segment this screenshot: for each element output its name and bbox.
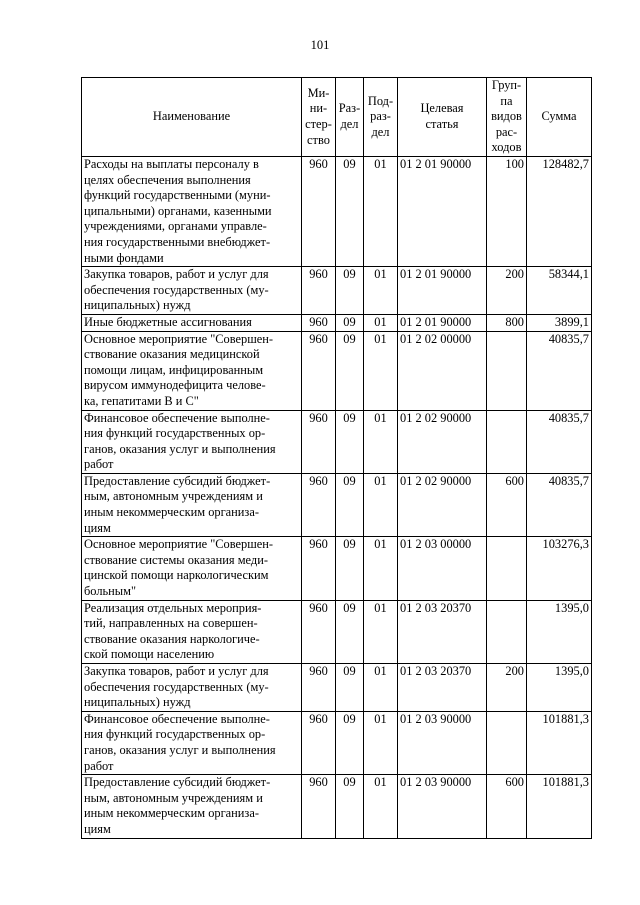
header-ministry: Ми- ни- стер- ство <box>302 78 336 157</box>
cell-section: 09 <box>336 410 364 473</box>
cell-name: Финансовое обеспечение выполне- ния функций государственных ор- ганов, оказания услуг и выполнения работ <box>82 711 302 774</box>
cell-name: Предоставление субсидий бюджет- ным, автономным учреждениям и иным некоммерческим организа- циям <box>82 473 302 536</box>
cell-name: Закупка товаров, работ и услуг для обеспечения государственных (му- ниципальных) нужд <box>82 664 302 712</box>
cell-ministry: 960 <box>302 775 336 838</box>
cell-amount: 101881,3 <box>527 775 592 838</box>
table-row <box>82 600 592 663</box>
cell-target: 01 2 02 00000 <box>398 331 487 410</box>
cell-name: Закупка товаров, работ и услуг для обеспечения государственных (му- ниципальных) нужд <box>82 267 302 315</box>
table-row <box>82 711 592 774</box>
cell-name: Реализация отдельных мероприя- тий, направленных на совершен- ствование оказания наркологиче- ской помощи населению <box>82 600 302 663</box>
cell-amount: 1395,0 <box>527 600 592 663</box>
cell-target: 01 2 03 90000 <box>398 711 487 774</box>
cell-ministry: 960 <box>302 314 336 331</box>
cell-ministry: 960 <box>302 711 336 774</box>
cell-expense-group <box>487 537 527 600</box>
cell-expense-group: 100 <box>487 157 527 267</box>
header-section: Раз- дел <box>336 78 364 157</box>
cell-expense-group: 800 <box>487 314 527 331</box>
cell-subsection: 01 <box>364 537 398 600</box>
cell-target: 01 2 01 90000 <box>398 314 487 331</box>
table-row <box>82 775 592 838</box>
cell-amount: 103276,3 <box>527 537 592 600</box>
cell-target: 01 2 03 20370 <box>398 600 487 663</box>
cell-expense-group <box>487 600 527 663</box>
cell-target: 01 2 02 90000 <box>398 410 487 473</box>
cell-name: Иные бюджетные ассигнования <box>82 314 302 331</box>
cell-section: 09 <box>336 600 364 663</box>
cell-ministry: 960 <box>302 267 336 315</box>
cell-expense-group <box>487 410 527 473</box>
table-row <box>82 664 592 712</box>
table-row <box>82 410 592 473</box>
cell-subsection: 01 <box>364 267 398 315</box>
cell-ministry: 960 <box>302 600 336 663</box>
cell-section: 09 <box>336 473 364 536</box>
header-name: Наименование <box>82 78 302 157</box>
cell-target: 01 2 03 90000 <box>398 775 487 838</box>
cell-section: 09 <box>336 664 364 712</box>
table-row <box>82 473 592 536</box>
cell-name: Финансовое обеспечение выполне- ния функций государственных ор- ганов, оказания услуг и выполнения работ <box>82 410 302 473</box>
cell-amount: 128482,7 <box>527 157 592 267</box>
cell-name: Основное мероприятие "Совершен- ствование системы оказания меди- цинской помощи наркологическим больным" <box>82 537 302 600</box>
header-subsection: Под- раз- дел <box>364 78 398 157</box>
cell-amount: 58344,1 <box>527 267 592 315</box>
cell-name: Основное мероприятие "Совершен- ствование оказания медицинской помощи лицам, инфицированным вирусом иммунодефицита челове- ка, гепатитами В и С" <box>82 331 302 410</box>
cell-subsection: 01 <box>364 157 398 267</box>
cell-target: 01 2 01 90000 <box>398 157 487 267</box>
cell-expense-group: 200 <box>487 664 527 712</box>
table-row <box>82 157 592 267</box>
cell-subsection: 01 <box>364 473 398 536</box>
cell-ministry: 960 <box>302 473 336 536</box>
table-row <box>82 331 592 410</box>
cell-amount: 40835,7 <box>527 473 592 536</box>
cell-target: 01 2 02 90000 <box>398 473 487 536</box>
cell-subsection: 01 <box>364 331 398 410</box>
cell-amount: 40835,7 <box>527 410 592 473</box>
cell-section: 09 <box>336 267 364 315</box>
cell-target: 01 2 01 90000 <box>398 267 487 315</box>
cell-target: 01 2 03 00000 <box>398 537 487 600</box>
header-expense-group: Груп- па видов рас- ходов <box>487 78 527 157</box>
cell-ministry: 960 <box>302 664 336 712</box>
cell-subsection: 01 <box>364 664 398 712</box>
table-row <box>82 267 592 315</box>
header-amount: Сумма <box>527 78 592 157</box>
cell-expense-group: 600 <box>487 775 527 838</box>
cell-amount: 3899,1 <box>527 314 592 331</box>
cell-section: 09 <box>336 775 364 838</box>
header-target: Целевая статья <box>398 78 487 157</box>
cell-amount: 40835,7 <box>527 331 592 410</box>
cell-target: 01 2 03 20370 <box>398 664 487 712</box>
cell-subsection: 01 <box>364 775 398 838</box>
cell-section: 09 <box>336 157 364 267</box>
cell-subsection: 01 <box>364 711 398 774</box>
cell-ministry: 960 <box>302 157 336 267</box>
cell-expense-group: 600 <box>487 473 527 536</box>
cell-section: 09 <box>336 314 364 331</box>
cell-ministry: 960 <box>302 537 336 600</box>
cell-section: 09 <box>336 331 364 410</box>
cell-subsection: 01 <box>364 600 398 663</box>
page-number: 101 <box>310 38 330 52</box>
cell-section: 09 <box>336 711 364 774</box>
cell-section: 09 <box>336 537 364 600</box>
cell-expense-group <box>487 711 527 774</box>
cell-amount: 1395,0 <box>527 664 592 712</box>
cell-subsection: 01 <box>364 410 398 473</box>
table-row <box>82 537 592 600</box>
cell-subsection: 01 <box>364 314 398 331</box>
table-row <box>82 314 592 331</box>
cell-expense-group <box>487 331 527 410</box>
cell-name: Расходы на выплаты персоналу в целях обеспечения выполнения функций государственными (муни- ципальными) органами, казенными учреждениями, органами управле- ния государственными внебюджет- ными фондами <box>82 157 302 267</box>
cell-name: Предоставление субсидий бюджет- ным, автономным учреждениям и иным некоммерческим организа- циям <box>82 775 302 838</box>
cell-amount: 101881,3 <box>527 711 592 774</box>
table-header <box>82 78 592 157</box>
cell-ministry: 960 <box>302 410 336 473</box>
table-body <box>82 157 592 839</box>
budget-table <box>81 77 592 839</box>
cell-expense-group: 200 <box>487 267 527 315</box>
cell-ministry: 960 <box>302 331 336 410</box>
